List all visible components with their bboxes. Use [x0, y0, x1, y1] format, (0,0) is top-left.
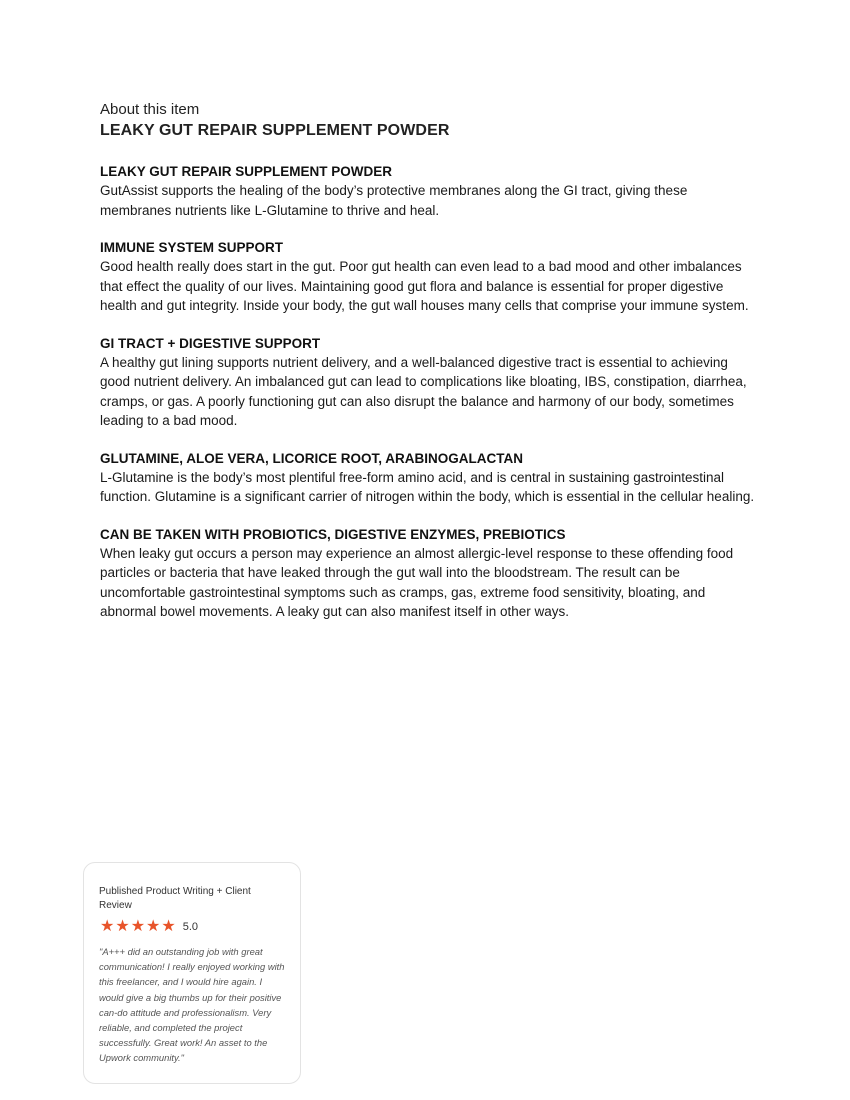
- client-review-card: [83, 862, 301, 1084]
- product-description: [100, 100, 760, 640]
- section-heading: CAN BE TAKEN WITH PROBIOTICS, DIGESTIVE ENZYMES, PREBIOTICS: [100, 526, 566, 542]
- section-heading: GLUTAMINE, ALOE VERA, LICORICE ROOT, ARABINOGALACTAN: [100, 450, 523, 466]
- review-header: Published Product Writing + Client Review: [99, 886, 251, 911]
- section-ingredients: [100, 449, 760, 507]
- rating-value: 5.0: [182, 921, 199, 933]
- star-icon: ★: [115, 918, 130, 935]
- section-heading: LEAKY GUT REPAIR SUPPLEMENT POWDER: [100, 164, 393, 179]
- about-label: About this item: [100, 101, 200, 118]
- section-heading: GI TRACT + DIGESTIVE SUPPORT: [100, 335, 321, 351]
- section-heading: IMMUNE SYSTEM SUPPORT: [100, 240, 284, 255]
- page-title: LEAKY GUT REPAIR SUPPLEMENT POWDER: [100, 122, 450, 139]
- star-icon: ★: [161, 918, 176, 935]
- section-body: When leaky gut occurs a person may experience an almost allergic-level response to these offending food particles or bacteria that have leaked through the gut wall into the bloodstream. The result can be uncomfortable gastrointestinal symptoms such as cramps, gas, extreme food sensitivity, bloating, and abnormal bowel movements. A leaky gut can also manifest itself in other ways.: [100, 545, 734, 619]
- rating-row: [100, 919, 286, 935]
- section-body: Good health really does start in the gut. Poor gut health can even lead to a bad mood and other imbalances that effect the quality of our lives. Maintaining good gut flora and balance is essential for proper digestive health and gut integrity. Inside your body, the gut wall houses many cells that comprise your immune system.: [100, 259, 749, 313]
- star-icon: ★: [146, 918, 161, 935]
- star-icon: ★: [100, 918, 115, 935]
- section-combinations: [100, 525, 760, 622]
- section-leaky-gut: [100, 162, 760, 220]
- section-body: A healthy gut lining supports nutrient delivery, and a well-balanced digestive tract is essential to achieving good nutrient delivery. An imbalanced gut can lead to complications like bloating, IBS, constipation, diarrhea, cramps, or gas. A poorly functioning gut can also disrupt the balance and harmony of our body, sometimes leading to a bad mood.: [100, 354, 747, 428]
- section-immune-support: [100, 238, 760, 316]
- review-text: "A+++ did an outstanding job with great communication! I really enjoyed working with this freelancer, and I would hire again. I would give a big thumbs up for their positive can-do attitude and professionalism. Very reliable, and completed the project successfully. Great work! An asset to the Upwork community.": [99, 946, 285, 1064]
- star-icon: ★: [130, 918, 146, 935]
- section-gi-tract: [100, 334, 760, 431]
- section-body: L-Glutamine is the body’s most plentiful free-form amino acid, and is central in sustaining gastrointestinal function. Glutamine is a significant carrier of nitrogen within the body, which is essential in the cellular healing.: [100, 469, 755, 504]
- section-body: GutAssist supports the healing of the body’s protective membranes along the GI tract, giving these membranes nutrients like L-Glutamine to thrive and heal.: [100, 183, 688, 218]
